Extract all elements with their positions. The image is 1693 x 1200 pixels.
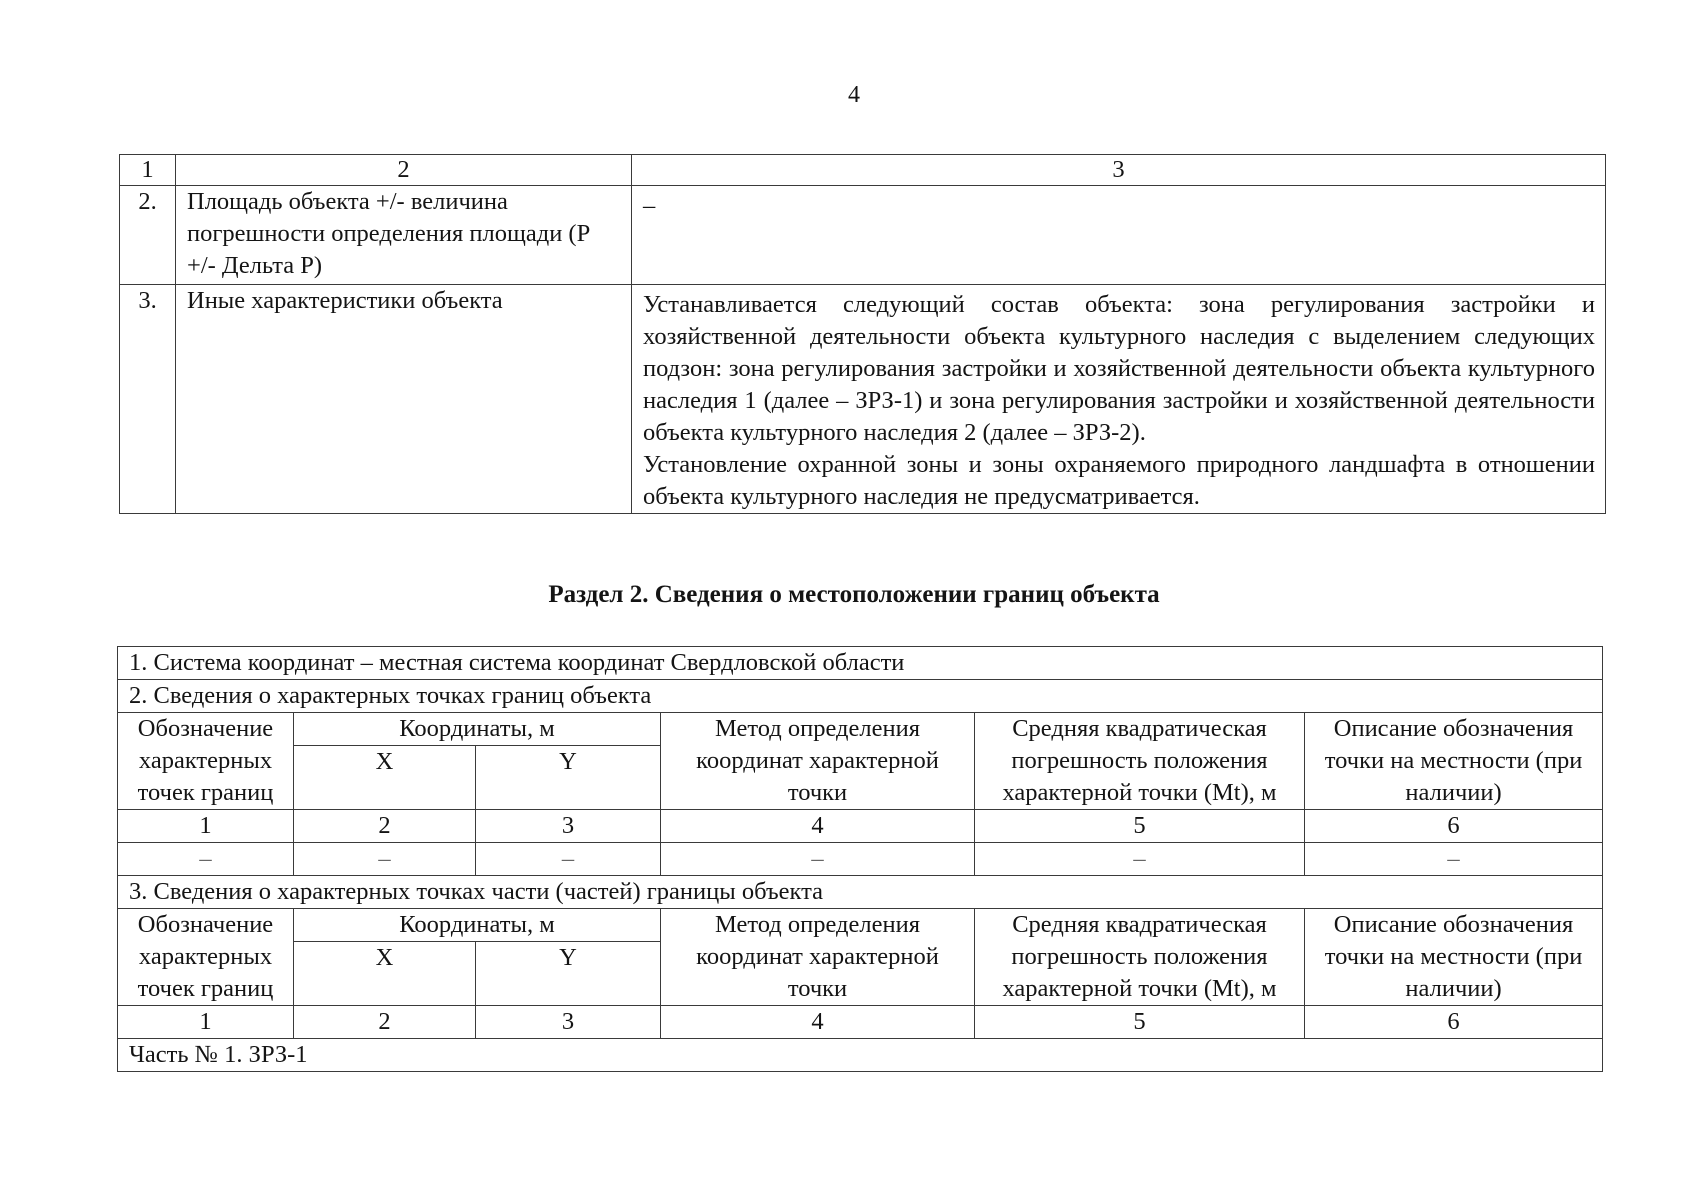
table-row: [118, 843, 1603, 876]
table-row: [120, 186, 1606, 285]
empty-cell: –: [975, 843, 1305, 876]
section-title: Раздел 2. Сведения о местоположении границ объекта: [548, 581, 1160, 608]
object-characteristics-table: [119, 154, 1606, 514]
row-number: 3.: [120, 285, 176, 514]
points-section-title: 2. Сведения о характерных точках границ объекта: [118, 680, 1603, 713]
column-number: 5: [975, 810, 1305, 843]
table-row: [118, 647, 1603, 680]
row-number: 2.: [120, 186, 176, 285]
description-header: Описание обозначения точки на местности (при наличии): [1305, 909, 1603, 1006]
x-header: X: [294, 942, 476, 1006]
header-cell: 1: [120, 155, 176, 186]
column-number: 2: [294, 810, 476, 843]
characteristic-value: [632, 186, 1606, 285]
x-header: X: [294, 746, 476, 810]
value-paragraph: Установление охранной зоны и зоны охраняемого природного ландшафта в отношении объекта культурного наследия не предусматривается.: [643, 451, 1595, 510]
method-header: Метод определения координат характерной точки: [661, 713, 975, 810]
empty-cell: –: [476, 843, 661, 876]
column-number: 4: [661, 810, 975, 843]
characteristic-value: [632, 285, 1606, 514]
empty-cell: –: [294, 843, 476, 876]
coordinates-header: Координаты, м: [294, 713, 661, 746]
column-number: 1: [118, 1006, 294, 1039]
value-paragraph: –: [643, 192, 656, 219]
table-row: [118, 876, 1603, 909]
empty-cell: –: [661, 843, 975, 876]
characteristic-name: Иные характеристики объекта: [176, 285, 632, 514]
coordinate-system: 1. Система координат – местная система координат Свердловской области: [118, 647, 1603, 680]
value-paragraph: Устанавливается следующий состав объекта: зона регулирования застройки и хозяйственной деятельности объекта культурного наследия с выделением следующих подзон: зона регулирования застройки и хозяйственной деятельности объекта культурного наследия 1 (далее – ЗРЗ-1) и зона регулирования застройки и хозяйственной деятельности объекта культурного наследия 2 (далее – ЗРЗ-2).: [643, 291, 1595, 446]
method-header: Метод определения координат характерной точки: [661, 909, 975, 1006]
characteristic-name: Площадь объекта +/- величина погрешности определения площади (Р +/- Дельта Р): [176, 186, 632, 285]
parts-section-title: 3. Сведения о характерных точках части (частей) границы объекта: [118, 876, 1603, 909]
column-number: 4: [661, 1006, 975, 1039]
y-header: Y: [476, 942, 661, 1006]
y-header: Y: [476, 746, 661, 810]
designation-header: Обозначение характерных точек границ: [118, 909, 294, 1006]
column-header-row: [118, 713, 1603, 746]
column-number: 1: [118, 810, 294, 843]
column-number: 2: [294, 1006, 476, 1039]
empty-cell: –: [1305, 843, 1603, 876]
empty-cell: –: [118, 843, 294, 876]
column-number-row: [118, 810, 1603, 843]
column-number-row: [118, 1006, 1603, 1039]
column-number: 6: [1305, 1006, 1603, 1039]
designation-header: Обозначение характерных точек границ: [118, 713, 294, 810]
error-header: Средняя квадратическая погрешность положения характерной точки (Mt), м: [975, 713, 1305, 810]
header-cell: 3: [632, 155, 1606, 186]
table-row: [118, 680, 1603, 713]
column-number: 3: [476, 810, 661, 843]
table-row: [118, 1039, 1603, 1072]
boundary-points-table: [117, 646, 1603, 1072]
column-number: 6: [1305, 810, 1603, 843]
column-header-row: [118, 909, 1603, 942]
coordinates-header: Координаты, м: [294, 909, 661, 942]
column-number: 5: [975, 1006, 1305, 1039]
description-header: Описание обозначения точки на местности (при наличии): [1305, 713, 1603, 810]
column-number: 3: [476, 1006, 661, 1039]
error-header: Средняя квадратическая погрешность положения характерной точки (Mt), м: [975, 909, 1305, 1006]
header-cell: 2: [176, 155, 632, 186]
table-row: [120, 285, 1606, 514]
table-header-row: [120, 155, 1606, 186]
page-number: 4: [848, 82, 860, 108]
part-label: Часть № 1. ЗРЗ-1: [118, 1039, 1603, 1072]
